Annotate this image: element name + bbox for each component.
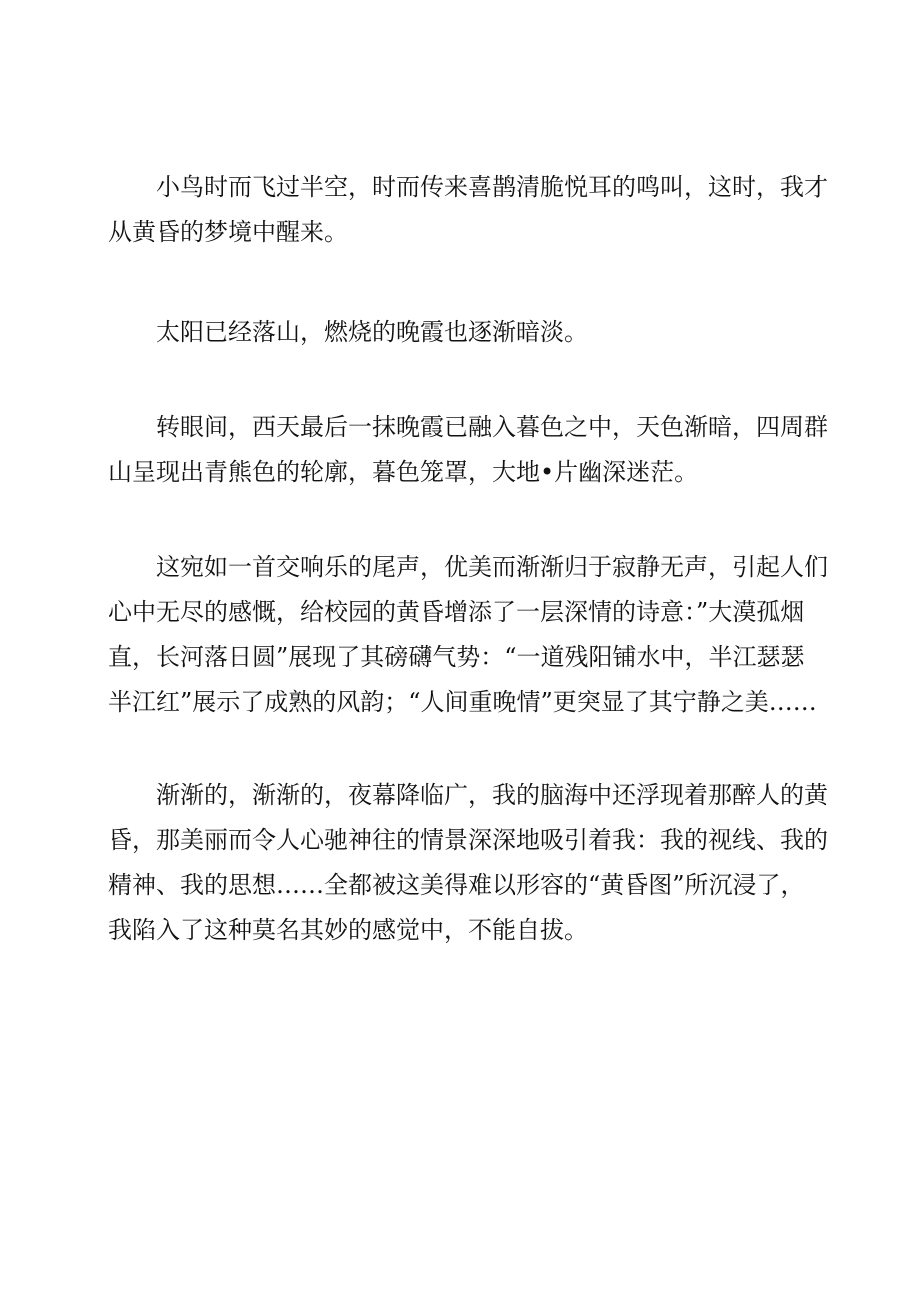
paragraph-line: 太阳已经落山，燃烧的晚霞也逐渐暗淡。 bbox=[156, 318, 588, 346]
paragraph-5 bbox=[108, 773, 828, 953]
paragraph-line: 我陷入了这种莫名其妙的感觉中，不能自拔。 bbox=[108, 916, 588, 944]
paragraph-line: 心中无尽的感慨，给校园的黄昏增添了一层深情的诗意：”大漠孤烟 bbox=[108, 598, 805, 626]
paragraph-line: 转眼间，西天最后一抹晚霞已融入暮色之中，天色渐暗，四周群 bbox=[156, 413, 828, 441]
paragraph-line: 昏，那美丽而令人心驰神往的情景深深地吸引着我：我的视线、我的 bbox=[108, 826, 828, 854]
paragraph-line: 半江红”展示了成熟的风韵；“人间重晚情”更突显了其宁静之美…… bbox=[108, 688, 817, 716]
paragraph-2 bbox=[108, 310, 808, 355]
paragraph-line: 这宛如一首交响乐的尾声，优美而渐渐归于寂静无声，引起人们 bbox=[156, 553, 828, 581]
paragraph-line: 精神、我的思想……全都被这美得难以形容的“黄昏图”所沉浸了， bbox=[108, 871, 805, 899]
paragraph-4 bbox=[108, 545, 828, 725]
paragraph-line: 山呈现出青熊色的轮廓，暮色笼罩，大地•片幽深迷茫。 bbox=[108, 458, 699, 486]
paragraph-line: 从黄昏的梦境中醒来。 bbox=[108, 218, 348, 246]
paragraph-line: 小鸟时而飞过半空，时而传来喜鹊清脆悦耳的鸣叫，这时，我才 bbox=[156, 173, 828, 201]
paragraph-line: 渐渐的，渐渐的，夜幕降临广，我的脑海中还浮现着那醉人的黄 bbox=[156, 781, 828, 809]
paragraph-1 bbox=[108, 165, 828, 255]
paragraph-line: 直，长河落日圆”展现了其磅礴气势：“一道残阳铺水中，半江瑟瑟 bbox=[108, 643, 805, 671]
paragraph-3 bbox=[108, 405, 828, 495]
